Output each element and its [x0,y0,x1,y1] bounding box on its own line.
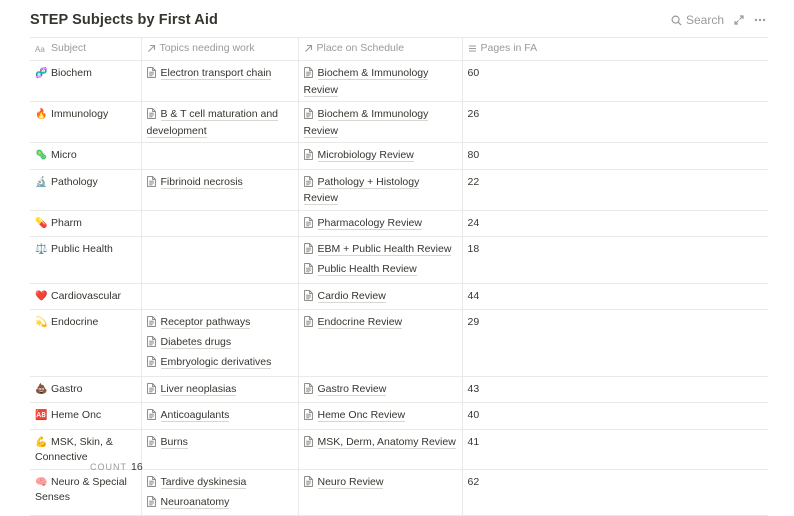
pages-cell[interactable]: 40 [462,403,768,430]
subject-name: MSK, Skin, & Connective [35,435,113,463]
page-icon [304,383,313,399]
subject-emoji-icon: 🧠 [35,476,48,488]
table-row[interactable] [30,210,768,237]
link-label: MSK, Derm, Anatomy Review [317,435,456,448]
database-table [30,37,768,516]
schedule-cell[interactable] [298,102,462,143]
expand-button[interactable] [734,15,744,25]
search-label: Search [685,13,724,27]
more-dots-icon [754,18,766,22]
subject-name: Biochem [51,67,92,79]
schedule-cell[interactable] [298,237,462,284]
page-icon [147,176,156,192]
schedule-cell[interactable] [298,61,462,102]
search-button[interactable] [671,13,724,27]
pages-cell[interactable]: 43 [462,376,768,403]
page-icon [304,176,313,192]
link-label: Neuro Review [317,475,384,488]
schedule-cell[interactable] [298,403,462,430]
subject-name: Cardiovascular [51,289,122,302]
topic-link[interactable] [147,408,293,425]
page-icon [304,67,313,83]
topic-link[interactable] [147,335,293,352]
link-label: Neuroanatomy [160,495,230,508]
count-value: 16 [131,461,143,473]
topic-link[interactable] [147,175,293,192]
pages-cell[interactable]: 62 [462,469,768,516]
column-header-topics[interactable] [141,38,298,61]
topics-cell[interactable] [141,61,298,102]
subject-emoji-icon: 🔥 [35,109,48,120]
pages-cell[interactable]: 80 [462,143,768,170]
subject-cell[interactable] [30,283,141,310]
page-title: STEP Subjects by First Aid [30,12,218,28]
table-row[interactable] [30,169,768,210]
link-label: Biochem & Immunology Review [303,67,429,96]
page-icon [304,217,313,233]
link-label: Microbiology Review [317,149,414,161]
subject-cell[interactable] [30,403,141,430]
schedule-link[interactable] [304,216,457,233]
count-footer [90,461,143,473]
schedule-link[interactable] [304,289,457,306]
link-label: Receptor pathways [160,316,251,328]
search-icon [671,15,682,26]
link-label: Liver neoplasias [160,382,237,395]
database-table-wrapper [30,37,768,516]
schedule-link[interactable] [304,315,457,332]
subject-name: Endocrine [51,316,99,328]
subject-emoji-icon: 💩 [35,383,48,395]
schedule-cell[interactable] [298,376,462,403]
subject-emoji-icon: ⚖️ [35,244,48,255]
pages-cell[interactable]: 41 [462,429,768,469]
link-label: EBM + Public Health Review [317,243,452,255]
schedule-cell[interactable] [298,429,462,469]
page-icon [304,409,313,425]
page-icon [304,149,313,165]
topics-cell[interactable] [141,429,298,469]
subject-name: Gastro [51,382,83,395]
more-options-button[interactable] [754,18,766,22]
link-label: Biochem & Immunology Review [303,108,429,137]
page-icon [304,108,313,124]
topic-link[interactable] [147,435,293,452]
table-row[interactable] [30,143,768,170]
subject-cell[interactable] [30,310,141,377]
link-label: Burns [160,435,188,448]
table-row[interactable] [30,469,768,516]
link-label: Fibrinoid necrosis [160,175,243,188]
topic-link[interactable] [147,107,293,138]
page-icon [304,243,313,259]
topics-cell[interactable] [141,283,298,310]
topic-link[interactable] [147,315,293,332]
column-header-subject[interactable] [30,38,141,61]
topic-link[interactable] [147,66,293,83]
table-row[interactable] [30,61,768,102]
column-label: Place on Schedule [316,42,405,55]
column-header-pages[interactable] [462,38,768,61]
topics-cell[interactable] [141,102,298,143]
page-icon [304,476,313,492]
page-icon [304,290,313,306]
topics-cell[interactable] [141,210,298,237]
page-icon [147,108,156,124]
table-header-row [30,38,768,61]
schedule-cell[interactable] [298,469,462,516]
subject-cell[interactable] [30,143,141,170]
page-icon [147,356,156,372]
pages-cell[interactable]: 44 [462,283,768,310]
page-icon [304,316,313,332]
link-label: Pathology + Histology Review [303,175,420,204]
number-lines-icon [468,44,477,53]
page-icon [147,67,156,83]
schedule-cell[interactable] [298,143,462,170]
page-header [0,0,794,40]
subject-cell[interactable] [30,61,141,102]
subject-cell[interactable] [30,210,141,237]
link-label: B & T cell maturation and development [146,108,279,137]
page-icon [147,316,156,332]
column-label: Subject [51,42,87,55]
count-label: COUNT [90,462,127,472]
subject-name: Neuro & Special Senses [35,475,127,503]
link-label: Pharmacology Review [317,216,422,229]
topics-cell[interactable] [141,310,298,377]
subject-emoji-icon: 🆎 [35,410,48,421]
schedule-cell[interactable] [298,310,462,377]
table-row[interactable] [30,376,768,403]
page-icon [304,263,313,279]
page-icon [147,409,156,425]
table-row[interactable] [30,283,768,310]
pages-cell[interactable]: 29 [462,310,768,377]
expand-icon [734,15,744,25]
column-label: Pages in FA [480,42,538,55]
header-actions [671,13,766,27]
subject-emoji-icon: 💪 [35,436,48,448]
subject-name: Heme Onc [51,409,102,421]
topics-cell[interactable] [141,469,298,516]
schedule-link[interactable] [304,242,457,259]
link-label: Anticoagulants [160,409,230,421]
schedule-cell[interactable] [298,210,462,237]
pages-cell[interactable]: 24 [462,210,768,237]
topic-link[interactable] [147,495,293,512]
link-label: Heme Onc Review [317,409,406,421]
subject-emoji-icon: 🔬 [35,176,48,188]
subject-cell[interactable] [30,102,141,143]
link-label: Electron transport chain [160,67,272,79]
link-label: Tardive dyskinesia [160,475,247,488]
subject-cell[interactable] [30,237,141,284]
page-icon [147,336,156,352]
subject-cell[interactable] [30,469,141,516]
schedule-cell[interactable] [298,169,462,210]
table-row[interactable] [30,237,768,284]
page-icon [304,436,313,452]
topic-link[interactable] [147,382,293,399]
subject-emoji-icon: 🦠 [35,150,48,161]
schedule-link[interactable] [304,475,457,492]
topics-cell[interactable] [141,143,298,170]
topics-cell[interactable] [141,169,298,210]
link-label: Cardio Review [317,289,386,302]
subject-name: Public Health [51,243,113,255]
schedule-link[interactable] [304,262,457,279]
schedule-link[interactable] [304,175,457,206]
topic-link[interactable] [147,475,293,492]
pages-cell[interactable]: 26 [462,102,768,143]
subject-name: Pathology [51,175,98,188]
schedule-link[interactable] [304,382,457,399]
schedule-link[interactable] [304,66,457,97]
link-label: Public Health Review [317,263,417,275]
subject-emoji-icon: 🧬 [35,68,48,79]
link-label: Endocrine Review [317,316,403,328]
page-icon [147,436,156,452]
schedule-link[interactable] [304,148,457,165]
schedule-link[interactable] [304,107,457,138]
schedule-cell[interactable] [298,283,462,310]
page-icon [147,496,156,512]
subject-cell[interactable] [30,376,141,403]
table-row[interactable] [30,102,768,143]
subject-emoji-icon: 💫 [35,317,48,328]
topics-cell[interactable] [141,237,298,284]
link-label: Embryologic derivatives [160,356,272,368]
table-row[interactable] [30,403,768,430]
topic-link[interactable] [147,355,293,372]
svg-text:Aa: Aa [35,44,45,53]
subject-name: Pharm [51,216,82,229]
schedule-link[interactable] [304,408,457,425]
schedule-link[interactable] [304,435,457,452]
topics-cell[interactable] [141,403,298,430]
link-label: Gastro Review [317,382,387,395]
link-label: Diabetes drugs [160,336,232,348]
pages-cell[interactable]: 60 [462,61,768,102]
subject-name: Immunology [51,108,109,120]
subject-emoji-icon: 💊 [35,217,48,229]
table-body [30,61,768,516]
page-icon [147,383,156,399]
subject-cell[interactable] [30,169,141,210]
subject-name: Micro [51,149,77,161]
page-icon [147,476,156,492]
column-header-schedule[interactable] [298,38,462,61]
relation-arrow-icon [147,44,156,53]
pages-cell[interactable]: 22 [462,169,768,210]
text-type-icon [35,44,47,53]
relation-arrow-icon [304,44,313,53]
subject-emoji-icon: ❤️ [35,290,48,302]
table-row[interactable] [30,310,768,377]
column-label: Topics needing work [159,42,255,55]
pages-cell[interactable]: 18 [462,237,768,284]
topics-cell[interactable] [141,376,298,403]
